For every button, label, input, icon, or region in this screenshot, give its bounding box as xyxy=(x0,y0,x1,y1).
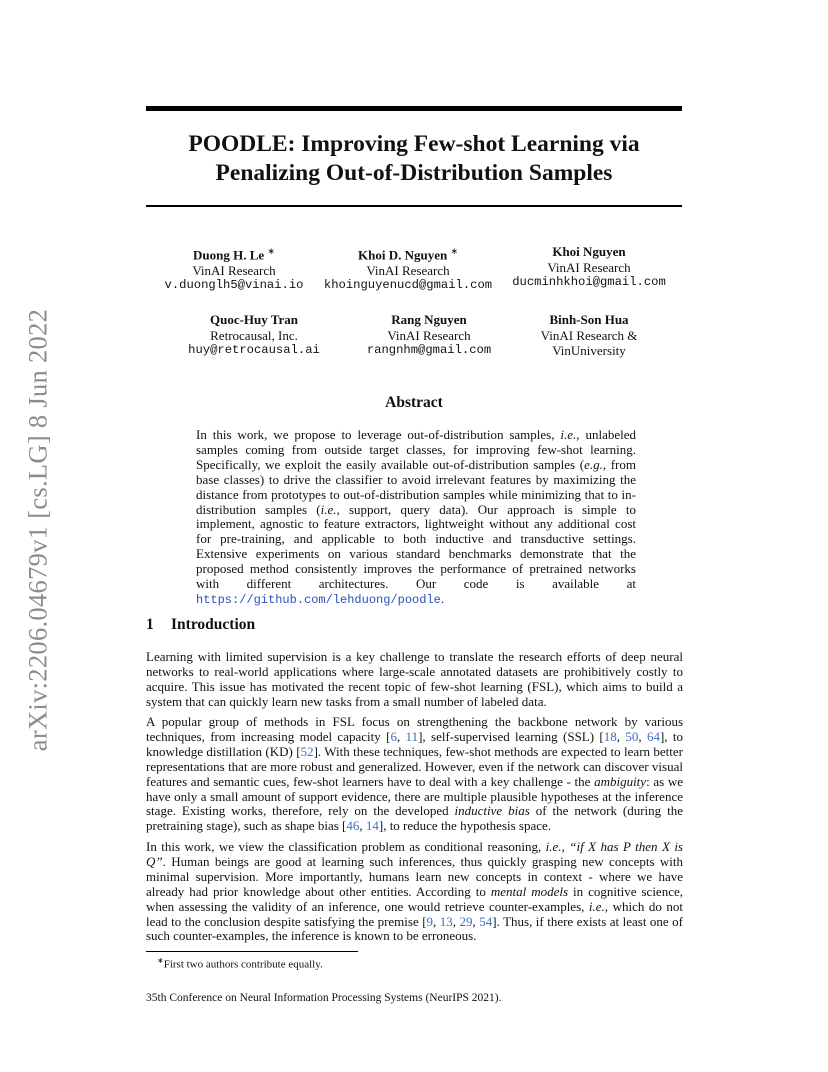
author-block xyxy=(170,312,338,359)
footnote-rule xyxy=(146,951,358,952)
arxiv-id: arXiv:2206.04679v1 [cs.LG] 8 Jun 2022 xyxy=(22,308,53,752)
citation-link[interactable]: 6 xyxy=(390,728,397,744)
citation-link[interactable]: 29 xyxy=(459,913,473,929)
citation-link[interactable]: 52 xyxy=(300,743,314,759)
arxiv-sidebar-stamp xyxy=(18,305,58,755)
intro-paragraph-3: In this work, we view the classification problem as conditional reasoning, i.e., “if X has P then X is Q”. Human beings are good at learning such inferences, thus quickly grasping new concepts with minimal supervision. More importantly, humans learn new concepts in context - where we have already had prior knowledge about other entities. According to mental models in cognitive science, when assessing the validity of an inference, one would retrieve counter-examples, i.e., which do not lead to the conclusion despite satisfying the premise [9, 13, 29, 54]. Thus, if there exists at least one of such counter-examples, the inference is known to be erroneous. xyxy=(146,839,684,944)
author-name: Quoc-Huy Tran xyxy=(209,312,298,327)
author-mark: ∗ xyxy=(267,246,275,256)
citation-link[interactable]: 54 xyxy=(479,913,493,929)
author-affiliation: VinAI Research & xyxy=(540,327,638,343)
code-link[interactable]: https://github.com/lehduong/poodle xyxy=(196,592,441,607)
citation-link[interactable]: 46 xyxy=(346,818,360,834)
citation-link[interactable]: 18 xyxy=(603,728,617,744)
author-email: v.duonglh5@vinai.io xyxy=(164,278,304,293)
author-mark: ∗ xyxy=(450,246,458,256)
footnote: ∗First two authors contribute equally. xyxy=(157,956,323,971)
citation-link[interactable]: 13 xyxy=(439,913,453,929)
paper-title xyxy=(146,130,682,188)
citation-link[interactable]: 14 xyxy=(365,818,379,834)
abstract-heading: Abstract xyxy=(385,394,443,411)
intro-paragraph-2: A popular group of methods in FSL focus on strengthening the backbone network by various techniques, from increasing model capacity [6, 11], self-supervised learning (SSL) [18, 50, 64], to knowledge distillation (KD) [52]. With these techniques, few-shot methods are expected to learn better representations that are more robust and generalized. However, even if the network can discover visual features and semantic cues, few-shot learners have to deal with a key challenge - the ambiguity: as we have only a small amount of support evidence, there are multiple plausible hypotheses at the inference stage. Existing works, therefore, rely on the developed inductive bias of the network (during the pretraining stage), such as shape bias [46, 14], to reduce the hypothesis space. xyxy=(146,714,684,834)
citation-link[interactable]: 11 xyxy=(405,728,419,744)
author-email: rangnhm@gmail.com xyxy=(366,343,492,357)
citation-link[interactable]: 9 xyxy=(426,913,434,929)
title-bottom-rule xyxy=(146,205,682,207)
author-name: Rang Nguyen xyxy=(391,312,467,327)
citation-link[interactable]: 64 xyxy=(646,728,660,744)
author-affiliation: Retrocausal, Inc. xyxy=(210,327,298,343)
author-affiliation: VinAI Research xyxy=(366,262,450,278)
author-name: Binh-Son Hua xyxy=(549,312,629,327)
author-name: Khoi Nguyen xyxy=(552,244,626,259)
author-affiliation: VinAI Research xyxy=(387,327,471,343)
section-heading-introduction: 1 Introduction xyxy=(146,616,256,633)
conference-footer: 35th Conference on Neural Information Processing Systems (NeurIPS 2021). xyxy=(146,992,502,1004)
author-block xyxy=(150,244,318,294)
citation-link[interactable]: 50 xyxy=(625,728,639,744)
abstract-body: In this work, we propose to leverage out-of-distribution samples, i.e., unlabeled samples coming from outside target classes, for improving few-shot learning. Specifically, we exploit the easily available out-of-distribution samples (e.g., from base classes) to drive the classifier to avoid irrelevant features by maximizing the distance from prototypes to out-of-distribution samples while minimizing that to in-distribution samples (i.e., support, query data). Our approach is simple to implement, agnostic to feature extractors, lightweight without any additional cost for pre-training, and applicable to both inductive and transductive settings. Extensive experiments on various standard benchmarks demonstrate that the proposed method consistently improves the performance of pretrained networks with different architectures. Our code is available at https://github.com/lehduong/poodle. xyxy=(196,427,636,607)
title-line-1: POODLE: Improving Few-shot Learning via xyxy=(188,131,640,157)
title-top-rule xyxy=(146,106,682,111)
author-block xyxy=(505,244,673,291)
author-name: Khoi D. Nguyen xyxy=(357,247,448,263)
title-line-2: Penalizing Out-of-Distribution Samples xyxy=(215,160,613,186)
author-block xyxy=(505,312,673,359)
author-affiliation: VinAI Research xyxy=(547,259,631,275)
author-email: huy@retrocausal.ai xyxy=(188,343,320,357)
intro-paragraph-1: Learning with limited supervision is a key challenge to translate the research efforts of deep neural networks to real-world applications where large-scale annotated datasets are prohibitively costly to acquire. This issue has motivated the recent topic of few-shot learning (FSL), which aims to build a system that can quickly learn new tasks from a small number of labeled data. xyxy=(146,649,683,709)
author-block xyxy=(318,244,498,294)
author-email: ducminhkhoi@gmail.com xyxy=(512,275,666,289)
author-block xyxy=(345,312,513,359)
author-name: Duong H. Le xyxy=(193,247,265,263)
author-email: khoinguyenucd@gmail.com xyxy=(323,278,493,293)
author-affiliation: VinAI Research xyxy=(192,262,276,278)
author-affiliation-2: VinUniversity xyxy=(552,343,626,358)
